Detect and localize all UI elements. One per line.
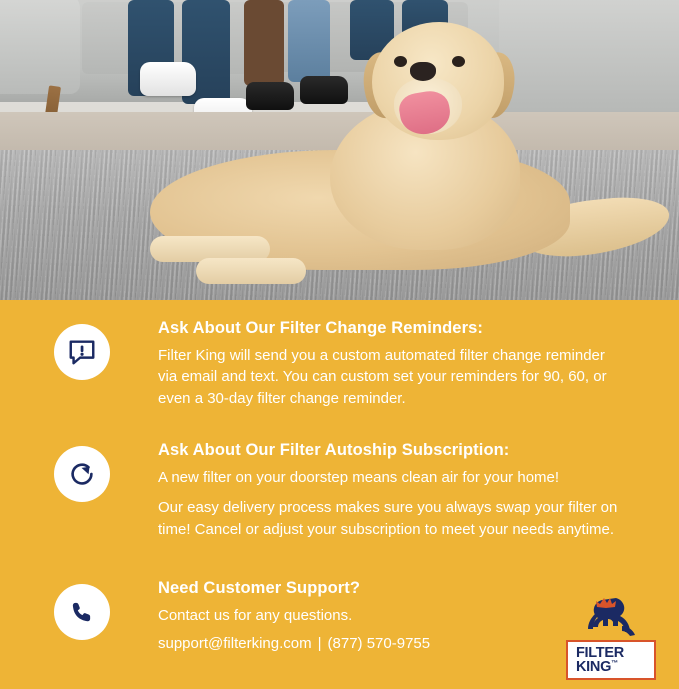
logo-line-1: FILTER <box>576 644 624 661</box>
lion-icon <box>574 596 646 644</box>
dog-nose <box>410 62 436 81</box>
section-heading: Ask About Our Filter Autoship Subscription: <box>158 441 510 459</box>
section-heading: Ask About Our Filter Change Reminders: <box>158 319 483 337</box>
section-paragraph: Contact us for any questions. <box>158 606 353 624</box>
info-section-autoship <box>54 440 654 541</box>
refresh-cycle-icon <box>54 446 110 502</box>
contact-separator: | <box>317 635 322 653</box>
info-section-reminders <box>54 318 654 410</box>
filter-king-logo <box>566 640 656 680</box>
shoe-4 <box>300 76 348 104</box>
section-paragraph: Our easy delivery process makes sure you always swap your filter on time! Cancel or adjust your subscription to meet your needs anytime. <box>158 499 618 539</box>
sneaker-1 <box>140 62 196 96</box>
section-paragraph: Filter King will send you a custom automated filter change reminder via email and text. You can custom set your reminders for 90, 60, or even a 30-day filter change reminder. <box>158 346 607 408</box>
shoe-3 <box>246 82 294 110</box>
contact-line <box>158 635 430 652</box>
dog-eye-right <box>452 56 465 67</box>
hero-photo <box>0 0 679 300</box>
trademark-symbol: ™ <box>611 660 618 668</box>
sofa-right-section <box>499 0 679 114</box>
dog-eye-left <box>394 56 407 67</box>
support-email[interactable]: support@filterking.com <box>158 635 312 653</box>
support-phone[interactable]: (877) 570-9755 <box>327 635 431 653</box>
info-section-support <box>54 578 654 652</box>
exclamation-chat-icon <box>54 324 110 380</box>
dog-paw-right <box>196 258 306 284</box>
phone-icon <box>54 584 110 640</box>
person-leg-3 <box>244 0 284 86</box>
sofa-arm-left <box>0 0 80 94</box>
info-panel <box>0 300 679 689</box>
logo-line-2: KING™ <box>576 659 618 675</box>
section-heading: Need Customer Support? <box>158 579 361 597</box>
person-leg-4 <box>288 0 330 82</box>
section-paragraph: A new filter on your doorstep means clean air for your home! <box>158 468 560 486</box>
